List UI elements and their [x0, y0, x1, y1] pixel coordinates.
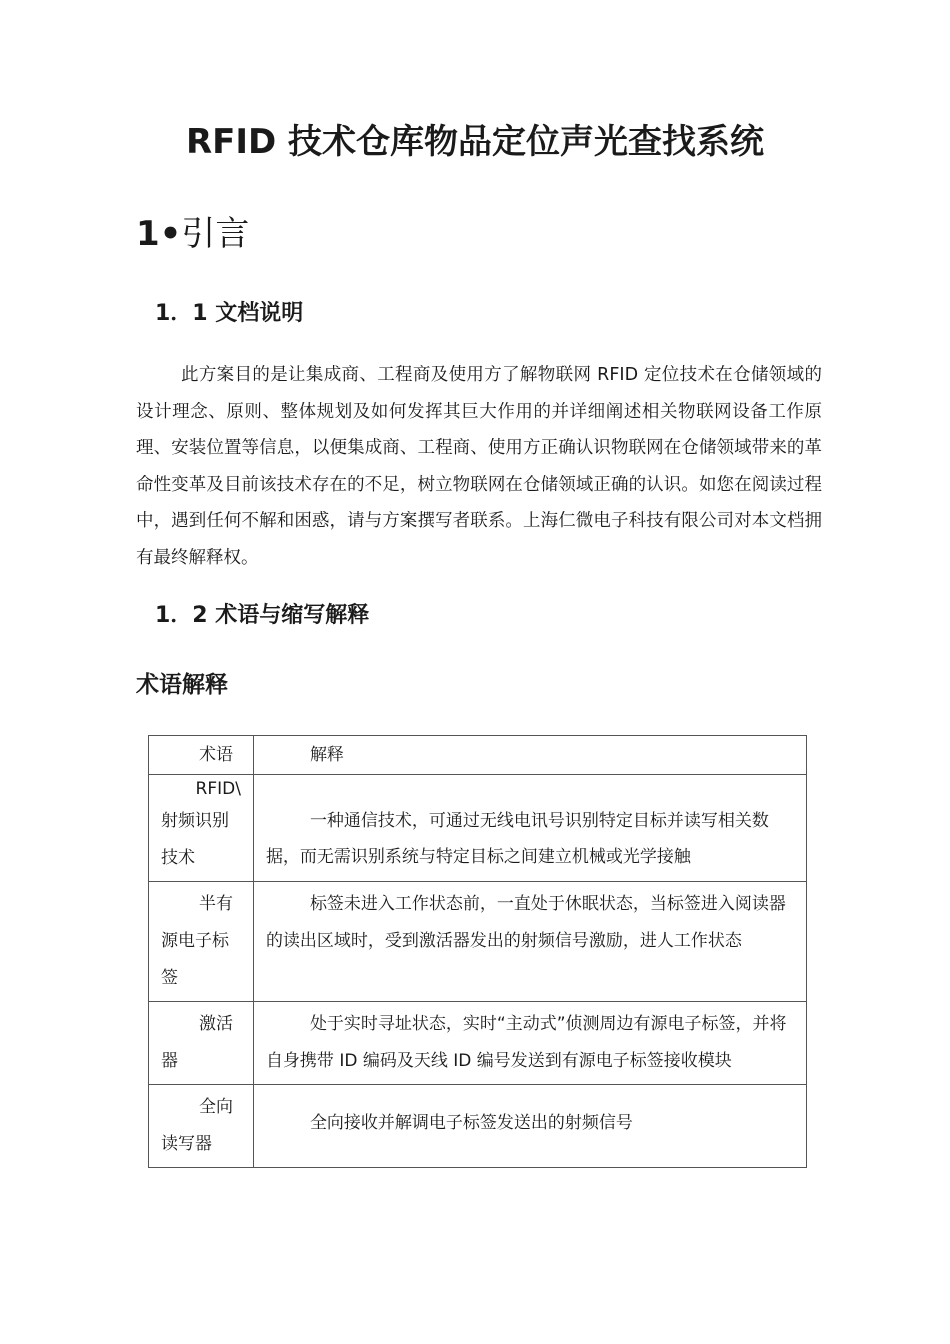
definition-cell [253, 882, 806, 1002]
definition-text: 一种通信技术，可通过无线电讯号识别特定目标并读写相关数据，而无需识别系统与特定目标之间建立机械或光学接触 [265, 811, 769, 867]
term-cell [149, 775, 254, 882]
table-row [149, 1085, 807, 1168]
document-description-paragraph: 此方案目的是让集成商、工程商及使用方了解物联网 RFID 定位技术在仓储领域的设计理念、原则、整体规划及如何发挥其巨大作用的并详细阐述相关物联网设备工作原理、安装位置等信息，以便集成商、工程商、使用方正确认识物联网在仓储领域带来的革命性变革及目前该技术存在的不足，树立物联网在仓储领域正确的认识。如您在阅读过程中，遇到任何不解和困惑，请与方案撰写者联系。上海仁微电子科技有限公司对本文档拥有最终解释权。 [136, 365, 822, 568]
definition-text: 全向接收并解调电子标签发送出的射频信号 [309, 1113, 633, 1133]
table-row [149, 882, 807, 1002]
term-cell [149, 1002, 254, 1085]
section-1-2-heading: 1．2 术语与缩写解释 [155, 603, 370, 628]
definition-cell [253, 1085, 806, 1168]
definition-text: 标签未进入工作状态前，一直处于休眠状态，当标签进入阅读器的读出区域时，受到激活器发出的射频信号激励，进人工作状态 [265, 894, 786, 951]
table-row [149, 775, 807, 882]
definition-cell [253, 775, 806, 882]
term-text: 半有源电子标签 [161, 894, 233, 988]
header-term: 术语 [199, 745, 233, 765]
terms-subheading: 术语解释 [136, 672, 228, 698]
term-cell [149, 1085, 254, 1168]
term-line-1: RFID\ [195, 779, 241, 799]
document-title: RFID 技术仓库物品定位声光查找系统 [185, 122, 765, 162]
header-term-cell [149, 736, 254, 775]
term-text: 全向读写器 [161, 1097, 233, 1154]
header-definition: 解释 [309, 745, 344, 765]
section-1-title: 引言 [181, 214, 250, 254]
term-cell [149, 882, 254, 1002]
section-1-number: 1• [136, 214, 182, 254]
header-definition-cell [253, 736, 806, 775]
table-header-row [149, 736, 807, 775]
term-line-rest: 射频识别技术 [161, 811, 229, 868]
terms-table [148, 735, 807, 1168]
table-row [149, 1002, 807, 1085]
term-text: 激活器 [161, 1014, 233, 1071]
section-1-heading [136, 206, 249, 255]
definition-cell [253, 1002, 806, 1085]
definition-text: 处于实时寻址状态，实时“主动式”侦测周边有源电子标签，并将自身携带 ID 编码及天线 ID 编号发送到有源电子标签接收模块 [265, 1014, 787, 1071]
term-text [149, 775, 253, 881]
section-1-1-heading: 1．1 文档说明 [155, 301, 304, 326]
